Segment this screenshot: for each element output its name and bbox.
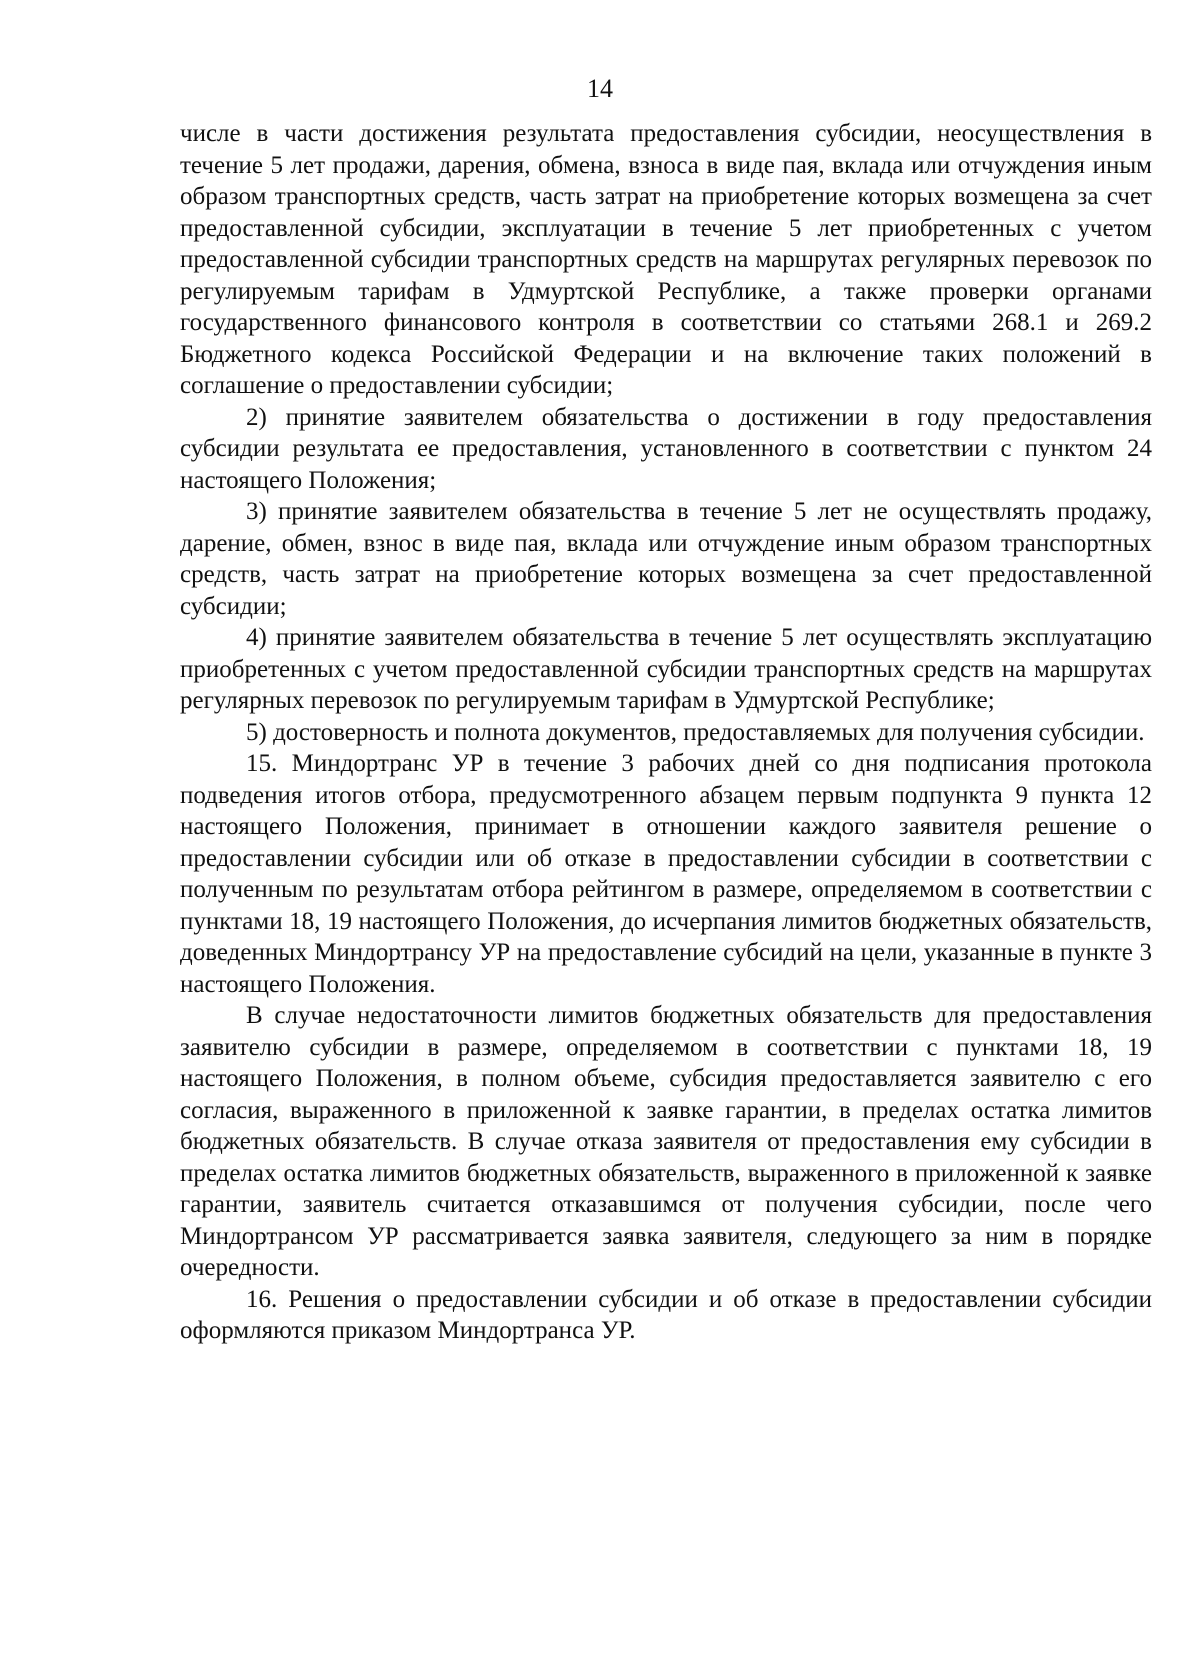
document-body — [180, 118, 1152, 1347]
paragraph-item-2: 2) принятие заявителем обязательства о достижении в году предоставления субсидии результата ее предоставления, установленного в соответствии с пунктом 24 настоящего Положения; — [180, 403, 1152, 494]
paragraph-clause-15: 15. Миндортранс УР в течение 3 рабочих дней со дня подписания протокола подведения итогов отбора, предусмотренного абзацем первым подпункта 9 пункта 12 настоящего Положения, принимает в отношении каждого заявителя решение о предоставлении субсидии или об отказе в предоставлении субсидии в соответствии с полученным по результатам отбора рейтингом в размере, определяемом в соответствии с пунктами 18, 19 настоящего Положения, до исчерпания лимитов бюджетных обязательств, доведенных Миндортрансу УР на предоставление субсидий на цели, указанные в пункте 3 настоящего Положения. — [180, 750, 1152, 998]
paragraph-insufficient-limits: В случае недостаточности лимитов бюджетных обязательств для предоставления заявителю субсидии в размере, определяемом в соответствии с пунктами 18, 19 настоящего Положения, в полном объеме, субсидия предоставляется заявителю с его согласия, выраженного в приложенной к заявке гарантии, в пределах остатка лимитов бюджетных обязательств. В случае отказа заявителя от предоставления ему субсидии в пределах остатка лимитов бюджетных обязательств, выраженного в приложенной к заявке гарантии, заявитель считается отказавшимся от получения субсидии, после чего Миндортрансом УР рассматривается заявка заявителя, следующего за ним в порядке очередности. — [180, 1002, 1152, 1281]
page-number: 14 — [587, 74, 613, 103]
paragraph-continuation: числе в части достижения результата предоставления субсидии, неосуществления в течение 5 лет продажи, дарения, обмена, взноса в виде пая, вклада или отчуждения иным образом транспортных средств, часть затрат на приобретение которых возмещена за счет предоставленной субсидии, эксплуатации в течение 5 лет приобретенных с учетом предоставленной субсидии транспортных средств на маршрутах регулярных перевозок по регулируемым тарифам в Удмуртской Республике, а также проверки органами государственного финансового контроля в соответствии со статьями 268.1 и 269.2 Бюджетного кодекса Российской Федерации и на включение таких положений в соглашение о предоставлении субсидии; — [180, 120, 1152, 399]
paragraph-item-4: 4) принятие заявителем обязательства в течение 5 лет осуществлять эксплуатацию приобретенных с учетом предоставленной субсидии транспортных средств на маршрутах регулярных перевозок по регулируемым тарифам в Удмуртской Республике; — [180, 624, 1152, 714]
paragraph-item-5: 5) достоверность и полнота документов, предоставляемых для получения субсидии. — [246, 718, 1145, 746]
paragraph-item-3: 3) принятие заявителем обязательства в течение 5 лет не осуществлять продажу, дарение, обмен, взнос в виде пая, вклада или отчуждение иным образом транспортных средств, часть затрат на приобретение которых возмещена за счет предоставленной субсидии; — [180, 498, 1152, 620]
paragraph-clause-16: 16. Решения о предоставлении субсидии и об отказе в предоставлении субсидии оформляются приказом Миндортранса УР. — [180, 1285, 1152, 1344]
